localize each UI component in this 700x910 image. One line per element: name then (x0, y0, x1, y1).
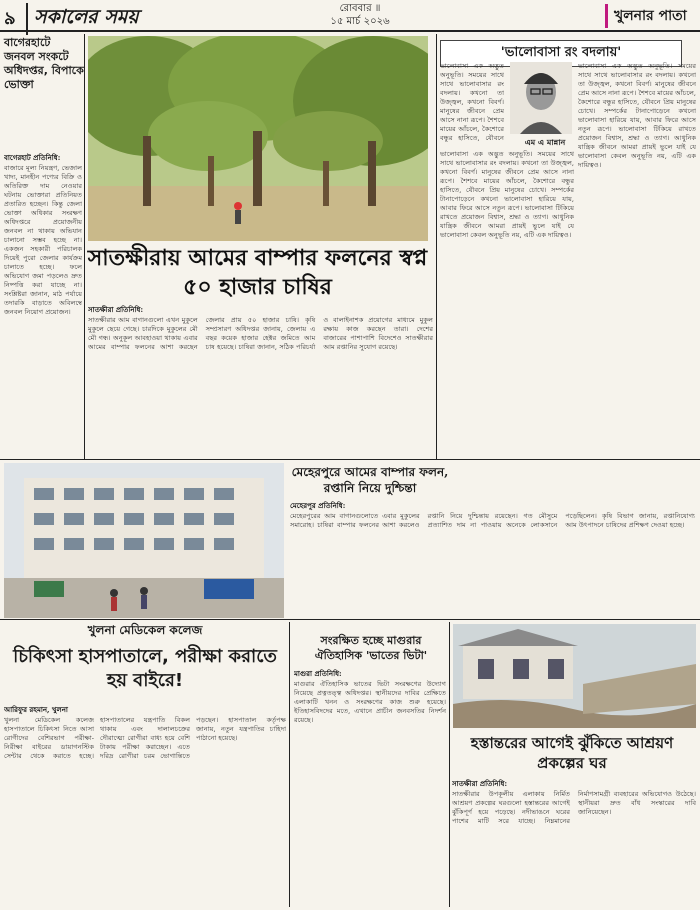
opinion-article-right (578, 62, 696, 452)
shelter-headline: হস্তান্তরের আগেই ঝুঁকিতে আশ্রয়ণ প্রকল্পের ঘর (470, 734, 674, 772)
author-portrait-illustration (510, 62, 572, 134)
vater-vita-article (294, 668, 446, 906)
opinion-headline: 'ভালোবাসা রং বদলায়' (440, 40, 682, 67)
lead-byline: সাতক্ষীরা প্রতিনিধি: (88, 305, 144, 314)
shelter-illustration (453, 624, 696, 728)
vater-vita-body: মাগুরার ঐতিহাসিক ভাতের ভিটা সংরক্ষণের উদ্যোগ নিয়েছে প্রত্নতত্ত্ব অধিদপ্তর। স্থানীয়দের দাবির প্রেক্ষিতে এলাকাটি খনন ও সংরক্ষণের কাজ শুরু হয়েছে। ইতিহাসবিদদের মতে, এখানে প্রাচীন জনবসতির নিদর্শন রয়েছে। (294, 680, 446, 724)
opinion-body: ভালোবাসা এক অদ্ভুত অনুভূতি। সময়ের সাথে সাথে ভালোবাসার রং বদলায়। কখনো তা উজ্জ্বল, কখনো বিবর্ণ। মানুষের জীবনে প্রেম আসে নানা রূপে। শৈশবে মায়ের আঁচলে, কৈশোরে বন্ধুর হাসিতে, যৌবনে (440, 62, 504, 142)
vater-vita-byline: মাগুরা প্রতিনিধি: (294, 669, 342, 678)
date-full: ১৫ মার্চ ২০২৬ (330, 16, 390, 27)
lead-headline: সাতক্ষীরায় আমের বাম্পার ফলনের স্বপ্ন ৫০ হাজার চাষির (87, 246, 428, 300)
column-rule (449, 622, 450, 907)
hospital-photo (4, 463, 284, 618)
mango-orchard-photo (88, 36, 428, 241)
section-divider (0, 619, 700, 620)
shelter-body: সাতক্ষীরার উপকূলীয় এলাকায় নির্মিত আশ্রয়ণ প্রকল্পের ঘরগুলো হস্তান্তরের আগেই ঝুঁকিপূর্ণ হয়ে পড়েছে। নদীভাঙনে ঘরের পাশের মাটি সরে যাচ্ছে। নিম্নমানের নির্মাণসামগ্রী ব্যবহারের অভিযোগও উঠেছে। স্থানীয়রা দ্রুত বাঁধ সংস্কারের দাবি জানিয়েছেন। (452, 790, 696, 825)
meherpur-headline: মেহেরপুরে আমের বাম্পার ফলন, রপ্তানি নিয়ে দুশ্চিন্তা (291, 465, 449, 495)
shelter-byline: সাতক্ষীরা প্রতিনিধি: (452, 779, 508, 788)
sidebar-body: বাজারে মূল্য নিয়ন্ত্রণ, ভেজাল খাদ্য, মানহীন পণ্যের বিক্রি ও অতিরিক্ত দাম নেওয়ার ঘটনায় ভোক্তারা প্রতিনিয়ত প্রতারিত হচ্ছেন। কিন্তু জেলা ভোক্তা অধিকার সংরক্ষণ অধিদপ্তরে প্রয়োজনীয় জনবল না থাকায় অভিযান চালানো সম্ভব হচ্ছে না। একজন সহকারী পরিচালক দিয়েই পুরো জেলার কার্যক্রম চালাতে হচ্ছে। ফলে অভিযোগ জমা পড়লেও দ্রুত নিষ্পত্তি করা যাচ্ছে না। সংশ্লিষ্টরা জানান, মাঠ পর্যায়ে তদারকি বাড়াতে অবিলম্বে জনবল নিয়োগ প্রয়োজন। (4, 164, 82, 316)
masthead-title: সকালের সময় (26, 3, 139, 35)
date-day: রোববার ॥ (339, 3, 381, 14)
shelter-article (452, 778, 696, 906)
opinion-author: এম এ মান্নান (524, 137, 566, 147)
issue-date (300, 2, 420, 28)
opinion-article-mid (440, 150, 574, 452)
section-name: খুলনার পাতা (605, 4, 687, 28)
sidebar-headline: বাগেরহাটে জনবল সংকটে অধিদপ্তর, বিপাকে ভোক্তা (4, 36, 84, 91)
lead-body: সাতক্ষীরার আম বাগানগুলো এখন মুকুলে মুকুলে ছেয়ে গেছে। চারদিকে মুকুলের মৌ মৌ গন্ধ। অনুকূল আবহাওয়া থাকায় এবার আমের বাম্পার ফলনের আশা করছেন জেলার প্রায় ৫০ হাজার চাষি। কৃষি সম্প্রসারণ অধিদপ্তর জানায়, জেলায় এ বছর কয়েক হাজার হেক্টর জমিতে আম চাষ হয়েছে। চাষিরা জানান, সঠিক পরিচর্যা ও বালাইনাশক প্রয়োগের মাধ্যমে মুকুল রক্ষায় কাজ করছেন তারা। দেশের বাজারের পাশাপাশি বিদেশেও সাতক্ষীরার আম রপ্তানির সুযোগ রয়েছে। (88, 316, 433, 351)
khulna-body: খুলনা মেডিকেল কলেজ হাসপাতালে চিকিৎসা নিতে আসা রোগীদের বেশিরভাগ পরীক্ষা-নিরীক্ষা বাইরের ডায়াগনস্টিক সেন্টার থেকে করাতে হচ্ছে। হাসপাতালের যন্ত্রপাতি বিকল থাকায় এবং দালালচক্রের দৌরাত্ম্যে রোগীরা বাধ্য হয়ে বেশি টাকায় পরীক্ষা করাচ্ছেন। এতে দরিদ্র রোগীরা চরম ভোগান্তিতে পড়ছেন। হাসপাতাল কর্তৃপক্ষ জানায়, নতুন যন্ত্রপাতির চাহিদা পাঠানো হয়েছে। (4, 716, 286, 760)
opinion-body-continued: ভালোবাসা এক অদ্ভুত অনুভূতি। সময়ের সাথে সাথে ভালোবাসার রং বদলায়। কখনো তা উজ্জ্বল, কখনো বিবর্ণ। মানুষের জীবনে প্রেম আসে নানা রূপে। শৈশবে মায়ের আঁচলে, কৈশোরে বন্ধুর হাসিতে, যৌবনে প্রিয় মানুষের চোখে। সম্পর্কের টানাপোড়েনে কখনো ভালোবাসা হারিয়ে যায়, আবার ফিরে আসে নতুন রূপে। ভালোবাসা টিকিয়ে রাখতে প্রয়োজন বিশ্বাস, শ্রদ্ধা ও ত্যাগ। আধুনিক যান্ত্রিক জীবনে আমরা প্রায়ই ভুলে যাই যে ভালোবাসা কেবল অনুভূতি নয়, এটি এক দায়িত্বও। (578, 62, 696, 169)
khulna-headline: চিকিৎসা হাসপাতালে, পরীক্ষা করাতে হয় বাইরে! (13, 646, 277, 691)
hospital-illustration (4, 463, 284, 618)
column-rule (436, 34, 437, 459)
column-rule (289, 622, 290, 907)
shelter-photo (453, 624, 696, 728)
khulna-kicker: খুলনা মেডিকেল কলেজ (87, 623, 203, 637)
vater-vita-headline: সংরক্ষিত হচ্ছে মাগুরার ঐতিহাসিক 'ভাতের ভিটা' (314, 634, 428, 662)
author-portrait (510, 62, 572, 134)
khulna-byline: আরিফুর রহমান, খুলনা (4, 705, 68, 714)
meherpur-byline: মেহেরপুর প্রতিনিধি: (290, 501, 346, 510)
sidebar-byline: বাগেরহাট প্রতিনিধি: (4, 153, 61, 162)
page-number: ৯ (4, 8, 16, 29)
sidebar-article (4, 152, 82, 452)
meherpur-article (290, 500, 695, 618)
khulna-article (4, 704, 286, 904)
orchard-illustration (88, 36, 428, 241)
lead-article (88, 304, 433, 454)
masthead-bar (0, 0, 700, 32)
meherpur-body: মেহেরপুরের আম বাগানগুলোতে এবার মুকুলের সমারোহ। চাষিরা বাম্পার ফলনের আশা করলেও রপ্তানি নিয়ে দুশ্চিন্তায় রয়েছেন। গত মৌসুমে প্রত্যাশিত দাম না পাওয়ায় অনেকে লোকসানে পড়েছিলেন। কৃষি বিভাগ জানায়, রপ্তানিযোগ্য আম উৎপাদনে চাষিদের প্রশিক্ষণ দেওয়া হচ্ছে। (290, 512, 695, 529)
section-divider (0, 459, 700, 460)
opinion-body-mid: ভালোবাসা এক অদ্ভুত অনুভূতি। সময়ের সাথে সাথে ভালোবাসার রং বদলায়। কখনো তা উজ্জ্বল, কখনো বিবর্ণ। মানুষের জীবনে প্রেম আসে নানা রূপে। শৈশবে মায়ের আঁচলে, কৈশোরে বন্ধুর হাসিতে, যৌবনে প্রিয় মানুষের চোখে। সম্পর্কের টানাপোড়েনে কখনো ভালোবাসা হারিয়ে যায়, আবার ফিরে আসে নতুন রূপে। ভালোবাসা টিকিয়ে রাখতে প্রয়োজন বিশ্বাস, শ্রদ্ধা ও ত্যাগ। আধুনিক যান্ত্রিক জীবনে আমরা প্রায়ই ভুলে যাই যে ভালোবাসা কেবল অনুভূতি নয়, এটি এক দায়িত্বও। (440, 150, 574, 239)
opinion-article-left (440, 62, 504, 142)
